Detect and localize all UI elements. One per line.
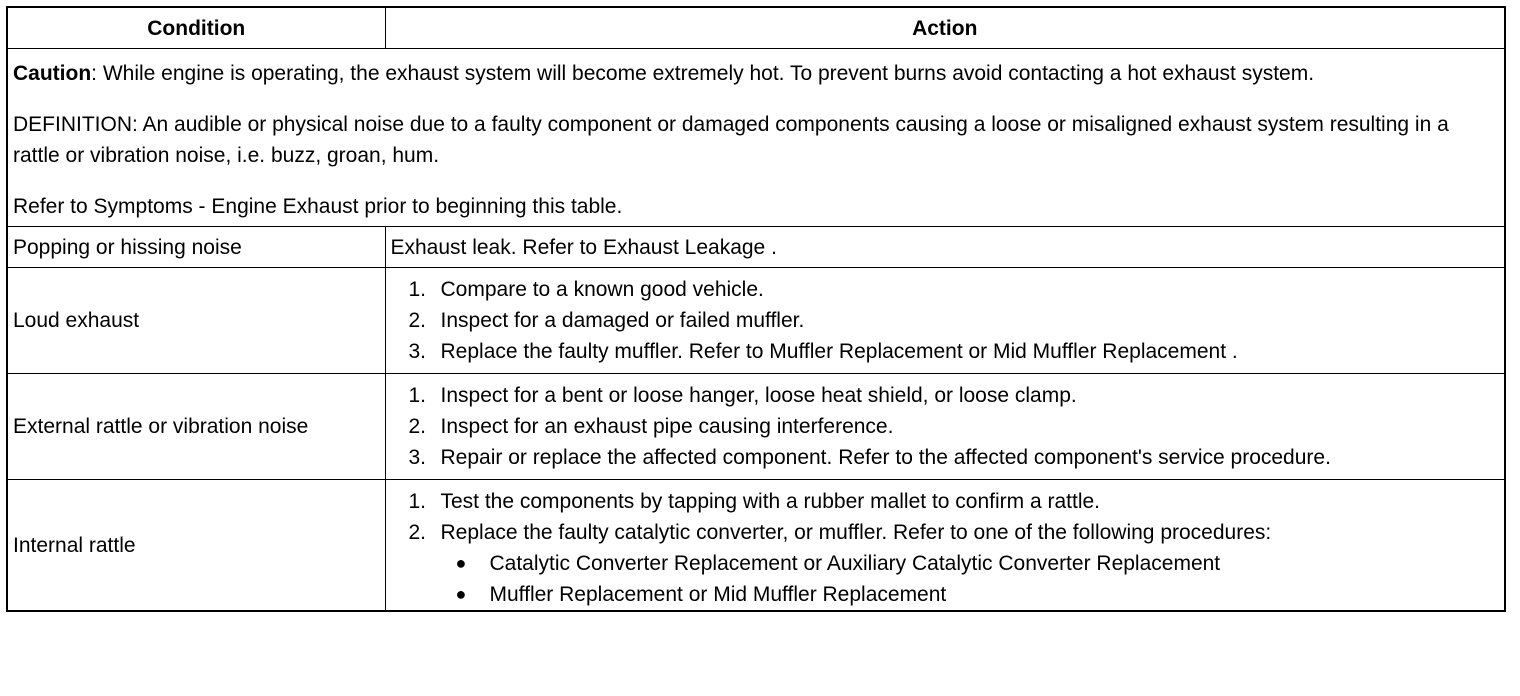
diagnostic-table (6, 6, 1506, 612)
step-number: 1. (408, 490, 427, 513)
caution-text: : While engine is operating, the exhaust system will become extremely hot. To prevent burns avoid contacting a hot exhaust system. (91, 62, 1315, 85)
bullet-icon: ● (455, 584, 467, 604)
intro-row (7, 49, 1505, 227)
step-text: Repair or replace the affected component. Refer to the affected component's service procedure. (440, 446, 1331, 469)
condition-cell: Loud exhaust (7, 268, 385, 374)
list-item (440, 548, 1500, 579)
step-number: 2. (408, 415, 427, 438)
action-cell: Exhaust leak. Refer to Exhaust Leakage . (385, 227, 1505, 268)
action-cell (385, 374, 1505, 480)
step-list (391, 274, 1500, 367)
header-row (7, 7, 1505, 49)
step-number: 3. (408, 446, 427, 469)
condition-header: Condition (7, 7, 385, 49)
list-item (391, 274, 1500, 305)
action-cell (385, 480, 1505, 612)
list-item (391, 411, 1500, 442)
table-row (7, 374, 1505, 480)
step-text: Replace the faulty muffler. Refer to Muffler Replacement or Mid Muffler Replacement . (440, 340, 1238, 363)
table-row (7, 227, 1505, 268)
list-item (440, 579, 1500, 610)
step-text: Inspect for a bent or loose hanger, loose heat shield, or loose clamp. (440, 384, 1077, 407)
table-row (7, 480, 1505, 612)
step-list (391, 380, 1500, 473)
step-text: Test the components by tapping with a rubber mallet to confirm a rattle. (440, 490, 1101, 513)
bullet-icon: ● (455, 553, 467, 573)
list-item (391, 305, 1500, 336)
condition-cell: External rattle or vibration noise (7, 374, 385, 480)
step-text: Inspect for an exhaust pipe causing interference. (440, 415, 894, 438)
caution-label: Caution (13, 62, 92, 85)
step-number: 2. (408, 309, 427, 332)
action-header: Action (385, 7, 1505, 49)
procedure-list (440, 548, 1500, 610)
condition-cell: Internal rattle (7, 480, 385, 612)
procedure-text: Catalytic Converter Replacement or Auxiliary Catalytic Converter Replacement (489, 552, 1221, 575)
list-item (391, 380, 1500, 411)
step-list (391, 486, 1500, 610)
caution-paragraph (13, 58, 1499, 89)
step-text: Compare to a known good vehicle. (440, 278, 764, 301)
table-row (7, 268, 1505, 374)
definition-paragraph: DEFINITION: An audible or physical noise due to a faulty component or damaged components causing a loose or misaligned exhaust system resulting in a rattle or vibration noise, i.e. buzz, groan, hum. (13, 113, 1449, 167)
list-item (391, 442, 1500, 473)
procedure-text: Muffler Replacement or Mid Muffler Replacement (489, 583, 947, 606)
step-number: 1. (408, 384, 427, 407)
step-number: 1. (408, 278, 427, 301)
step-number: 2. (408, 521, 427, 544)
step-text: Inspect for a damaged or failed muffler. (440, 309, 805, 332)
list-item (391, 486, 1500, 517)
refer-paragraph: Refer to Symptoms - Engine Exhaust prior to beginning this table. (13, 195, 623, 218)
step-number: 3. (408, 340, 427, 363)
action-cell (385, 268, 1505, 374)
condition-cell: Popping or hissing noise (7, 227, 385, 268)
step-text-content: Replace the faulty catalytic converter, or muffler. Refer to one of the following procedures: (440, 521, 1272, 544)
intro-cell (7, 49, 1505, 227)
list-item (391, 336, 1500, 367)
list-item (391, 517, 1500, 610)
step-text (441, 517, 1500, 610)
